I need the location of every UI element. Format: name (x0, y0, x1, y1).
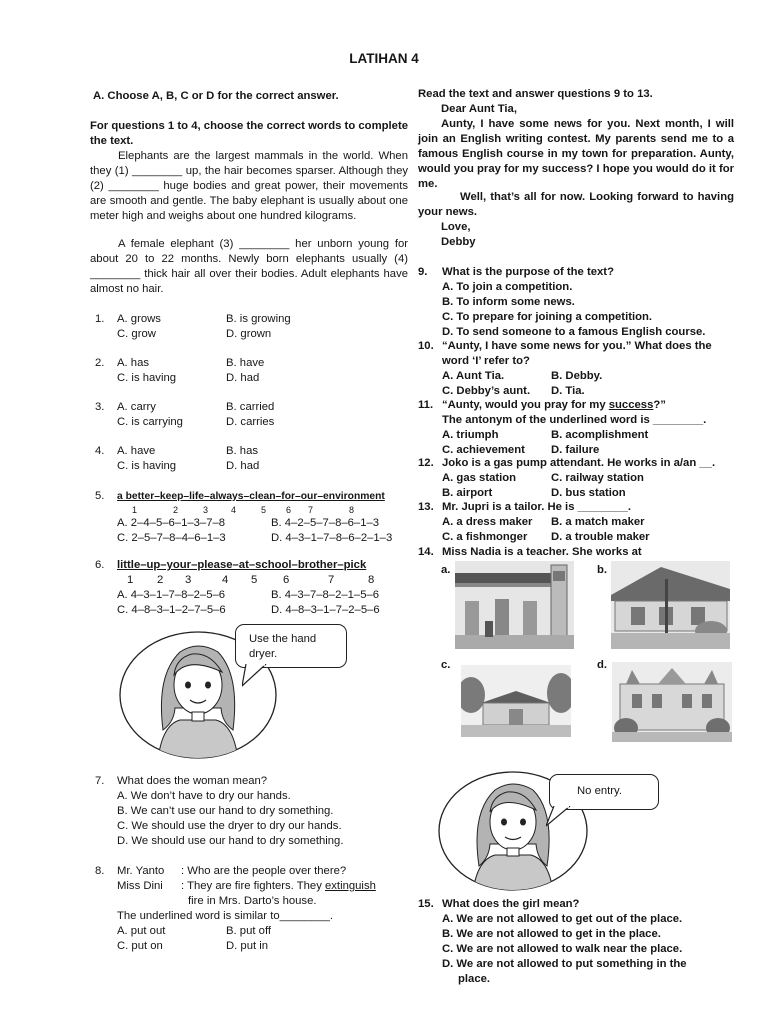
option-c[interactable]: C. is having (117, 460, 177, 472)
option-d[interactable]: D. We should use our hand to dry something. (117, 835, 344, 847)
gas-station-photo[interactable] (455, 561, 574, 649)
dialogue-line-2-cont: fire in Mrs. Darto’s house. (188, 895, 317, 907)
option-d[interactable]: D. a trouble maker (551, 531, 650, 543)
option-c[interactable]: C. a fishmonger (442, 531, 528, 543)
seq-num: 2 (173, 505, 179, 515)
school-photo[interactable] (461, 665, 571, 737)
section-a-heading: A. Choose A, B, C or D for the correct answer. (93, 90, 339, 102)
option-b[interactable]: B. We are not allowed to get in the place. (442, 928, 661, 940)
house-photo[interactable] (611, 561, 730, 649)
question-stem: What does the girl mean? (442, 898, 580, 910)
question-number: 7. (95, 775, 105, 787)
speaker-2: Miss Dini (117, 880, 163, 892)
option-a-label[interactable]: a. (441, 564, 451, 576)
option-c[interactable]: C. achievement (442, 444, 525, 456)
seq-num: 5 (261, 505, 267, 515)
page-title: LATIHAN 4 (349, 51, 419, 66)
option-c[interactable]: C. put on (117, 940, 163, 952)
seq-num: 4 (231, 505, 237, 515)
speaker-1: Mr. Yanto (117, 865, 165, 877)
option-a[interactable]: A. To join a competition. (442, 281, 573, 293)
option-a[interactable]: A. Aunt Tia. (442, 370, 505, 382)
question-number: 13. (418, 501, 434, 513)
option-c-label[interactable]: c. (441, 659, 451, 671)
option-d[interactable]: D. We are not allowed to put something in the (442, 958, 687, 970)
letter-closing: Well, that’s all for now. Looking forward to having your news. (418, 191, 734, 218)
intro-text: For questions 1 to 4, choose the correct words to complete the text. (90, 120, 408, 147)
bubble-tail (546, 806, 576, 828)
option-b[interactable]: B. We can’t use our hand to dry something. (117, 805, 334, 817)
option-b[interactable]: B. have (226, 357, 265, 369)
passage-paragraph-2: A female elephant (3) ________ her unborn young for about 20 to 22 months. Newly born elephants usually (4) ________ thick hair all over their bodies. Adult elephants have almost no hair. (90, 238, 408, 295)
option-a[interactable]: A. We are not allowed to get out of the place. (442, 913, 683, 925)
seq-num: 1 (132, 505, 138, 515)
option-c[interactable]: C. railway station (551, 472, 644, 484)
speech-bubble (549, 774, 659, 810)
option-a[interactable]: A. gas station (442, 472, 517, 484)
word-sequence: a better–keep–life–always–clean–for–our–environment (117, 491, 385, 502)
option-a[interactable]: A. grows (117, 313, 161, 325)
underlined-word: success (608, 399, 654, 411)
option-c[interactable]: C. We are not allowed to walk near the place. (442, 943, 683, 955)
dialogue-line-1: : Who are the people over there? (181, 865, 347, 877)
question-stem: What is the purpose of the text? (442, 266, 614, 278)
option-c[interactable]: C. Debby’s aunt. (442, 385, 531, 397)
question-stem: Joko is a gas pump attendant. He works in a/an __. (442, 457, 716, 469)
option-b[interactable]: B. To inform some news. (442, 296, 575, 308)
question-number: 10. (418, 340, 434, 352)
question-stem-cont: word ‘I’ refer to? (442, 355, 530, 367)
option-b[interactable]: B. Debby. (551, 370, 603, 382)
question-stem: “Aunty, I have some news for you.” What does the (442, 340, 712, 352)
letter-love: Love, (441, 221, 471, 233)
question-stem: What does the woman mean? (117, 775, 268, 787)
letter-body: Aunty, I have some news for you. Next month, I will join an English writing contest. My parents send me to a famous English course in my town for preparation. Aunty, would you pray for my success? I hope you would do it for me. (418, 118, 734, 190)
question-stem: Miss Nadia is a teacher. She works at (442, 546, 642, 558)
option-a[interactable]: A. have (117, 445, 156, 457)
seq-num: 8 (368, 574, 375, 586)
option-a[interactable]: A. carry (117, 401, 156, 413)
question-number: 5. (95, 490, 105, 502)
seq-num: 8 (349, 505, 355, 515)
question-stem: Mr. Jupri is a tailor. He is ________. (442, 501, 632, 513)
option-b[interactable]: B. a match maker (551, 516, 645, 528)
option-d[interactable]: D. bus station (551, 487, 626, 499)
option-d[interactable]: D. had (226, 372, 260, 384)
bubble-tail (242, 664, 272, 688)
option-c[interactable]: C. 2–5–7–8–4–6–1–3 (117, 532, 226, 544)
question-stem: The underlined word is similar to________. (117, 910, 334, 922)
seq-num: 1 (127, 574, 134, 586)
seq-num: 3 (185, 574, 192, 586)
option-a[interactable]: A. put out (117, 925, 166, 937)
bubble-text: Use the hand dryer. (249, 633, 317, 660)
reading-heading: Read the text and answer questions 9 to 13. (418, 88, 653, 100)
option-a[interactable]: A. has (117, 357, 150, 369)
option-d[interactable]: D. grown (226, 328, 272, 340)
option-b[interactable]: B. acomplishment (551, 429, 649, 441)
option-a[interactable]: A. triumph (442, 429, 499, 441)
question-number: 9. (418, 266, 428, 278)
seq-num: 6 (286, 505, 292, 515)
question-number: 3. (95, 401, 105, 413)
option-d[interactable]: D. had (226, 460, 260, 472)
question-number: 15. (418, 898, 434, 910)
dialogue-line-2 (181, 879, 376, 894)
option-d[interactable]: D. Tia. (551, 385, 585, 397)
option-a[interactable]: A. a dress maker (442, 516, 533, 528)
question-number: 1. (95, 313, 105, 325)
option-d-cont: place. (458, 973, 491, 985)
speech-bubble (235, 624, 347, 668)
option-d-label[interactable]: d. (597, 659, 608, 671)
question-number: 4. (95, 445, 105, 457)
option-b[interactable]: B. put off (226, 925, 272, 937)
seq-num: 4 (222, 574, 229, 586)
question-number: 12. (418, 457, 434, 469)
large-building-photo[interactable] (612, 662, 732, 742)
option-b[interactable]: B. 4–2–5–7–8–6–1–3 (271, 517, 380, 529)
question-number: 14. (418, 546, 434, 558)
underlined-word: extinguish (325, 880, 376, 892)
option-a[interactable]: A. We don’t have to dry our hands. (117, 790, 291, 802)
letter-signature: Debby (441, 236, 476, 248)
letter-greeting: Dear Aunt Tia, (441, 103, 517, 115)
option-a[interactable]: A. 4–3–1–7–8–2–5–6 (117, 589, 226, 601)
stem-text: “Aunty, would you pray for my (442, 399, 609, 411)
dialogue-text: : They are fire fighters. They (181, 880, 325, 892)
seq-num: 2 (157, 574, 164, 586)
option-d[interactable]: D. failure (551, 444, 600, 456)
option-d[interactable]: D. 4–8–3–1–7–2–5–6 (271, 604, 380, 616)
option-c[interactable]: C. We should use the dryer to dry our hands. (117, 820, 342, 832)
option-b[interactable]: B. 4–3–7–8–2–1–5–6 (271, 589, 380, 601)
option-d[interactable]: D. put in (226, 940, 269, 952)
option-b-label[interactable]: b. (597, 564, 608, 576)
question-number: 11. (418, 399, 434, 411)
option-a[interactable]: A. 2–4–5–6–1–3–7–8 (117, 517, 226, 529)
question-number: 2. (95, 357, 105, 369)
option-d[interactable]: D. 4–3–1–7–8–6–2–1–3 (271, 532, 393, 544)
option-b[interactable]: B. is growing (226, 313, 291, 325)
question-number: 8. (95, 865, 105, 877)
option-b[interactable]: B. airport (442, 487, 493, 499)
seq-num: 7 (328, 574, 335, 586)
seq-num: 3 (203, 505, 209, 515)
seq-num: 6 (283, 574, 290, 586)
option-d[interactable]: D. To send someone to a famous English course. (442, 326, 706, 338)
bubble-text: No entry. (577, 785, 622, 797)
seq-num: 7 (308, 505, 314, 515)
option-c[interactable]: C. 4–8–3–1–2–7–5–6 (117, 604, 226, 616)
option-d[interactable]: D. carries (226, 416, 275, 428)
passage-paragraph-1: Elephants are the largest mammals in the world. When they (1) ________ up, the hair becomes sparser. Although they (2) ________ huge bodies and great power, their movements are smooth and gentle. The baby elephant is usually about one meter high and weighs about one hundred kilograms. (90, 150, 408, 222)
question-stem-cont: The antonym of the underlined word is ________. (442, 414, 707, 426)
seq-num: 5 (251, 574, 258, 586)
question-number: 6. (95, 559, 105, 571)
question-stem (442, 398, 666, 413)
option-c[interactable]: C. To prepare for joining a competition. (442, 311, 653, 323)
option-c[interactable]: C. is carrying (117, 416, 183, 428)
option-b[interactable]: B. carried (226, 401, 275, 413)
option-c[interactable]: C. is having (117, 372, 177, 384)
word-sequence: little–up–your–please–at–school–brother–pick (117, 559, 367, 571)
stem-text: ?” (653, 399, 666, 411)
option-b[interactable]: B. has (226, 445, 259, 457)
option-c[interactable]: C. grow (117, 328, 156, 340)
